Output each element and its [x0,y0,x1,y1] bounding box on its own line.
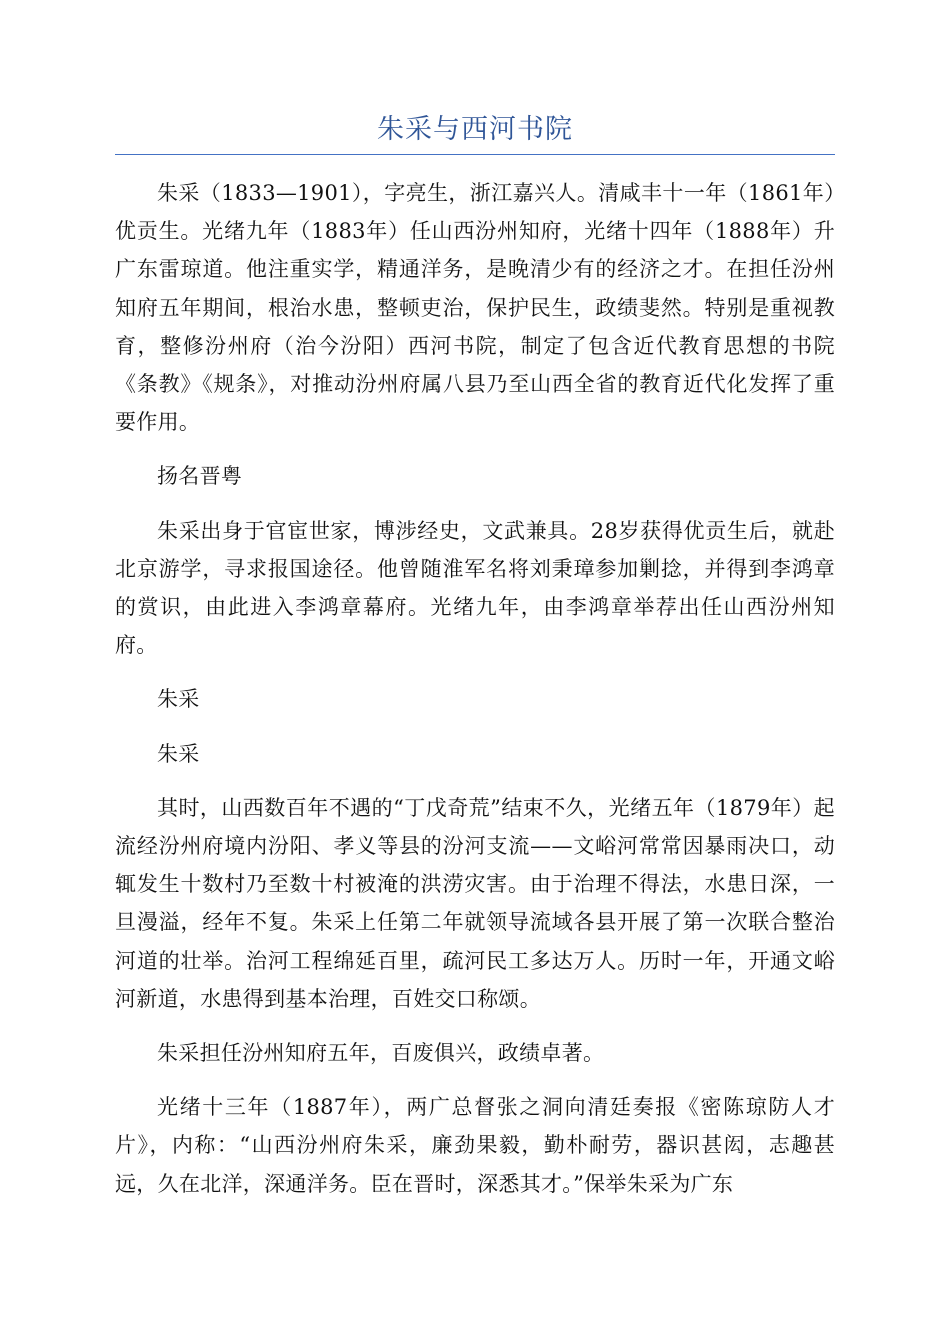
paragraph-background: 朱采出身于官宦世家，博涉经史，文武兼具。28岁获得优贡生后，就赴北京游学，寻求报国途径。他曾随淮军名将刘秉璋参加剿捻，并得到李鸿章的赏识，由此进入李鸿章幕府。光绪九年，由李鸿章举荐出任山西汾州知府。 [115,518,835,658]
paragraph-intro: 朱采（1833—1901），字亮生，浙江嘉兴人。清咸丰十一年（1861年）优贡生。光绪九年（1883年）任山西汾州知府，光绪十四年（1888年）升广东雷琼道。他注重实学，精通洋务，是晚清少有的经济之才。在担任汾州知府五年期间，根治水患，整顿吏治，保护民生，政绩斐然。特别是重视教育，整修汾州府（治今汾阳）西河书院，制定了包含近代教育思想的书院《条教》《规条》，对推动汾州府属八县乃至山西全省的教育近代化发挥了重要作用。 [115,181,835,435]
paragraph-river-control: 其时，山西数百年不遇的“丁戊奇荒”结束不久，光绪五年（1879年）起流经汾州府境内汾阳、孝义等县的汾河支流——文峪河常常因暴雨决口，动辄发生十数村乃至数十村被淹的洪涝灾害。由于治理不得法，水患日深，一旦漫溢，经年不复。朱采上任第二年就领导流域各县开展了第一次联合整治河道的壮举。治河工程绵延百里，疏河民工多达万人。历时一年，开通文峪河新道，水患得到基本治理，百姓交口称颂。 [115,795,835,1011]
document-body [115,174,835,1219]
title-underline [115,154,835,155]
paragraph-recommendation: 光绪十三年（1887年），两广总督张之洞向清廷奏报《密陈琼防人才片》，内称：“山西汾州府朱采，廉劲果毅，勤朴耐劳，器识甚闳，志趣甚远，久在北洋，深通洋务。臣在晋时，深悉其才。”保举朱采为广东 [115,1095,835,1196]
section-heading: 扬名晋粤 [157,464,243,489]
paragraph-summary: 朱采担任汾州知府五年，百废俱兴，政绩卓著。 [157,1041,605,1066]
image-caption: 朱采 [157,741,200,766]
image-caption: 朱采 [157,687,200,712]
document-title: 朱采与西河书院 [377,114,573,145]
